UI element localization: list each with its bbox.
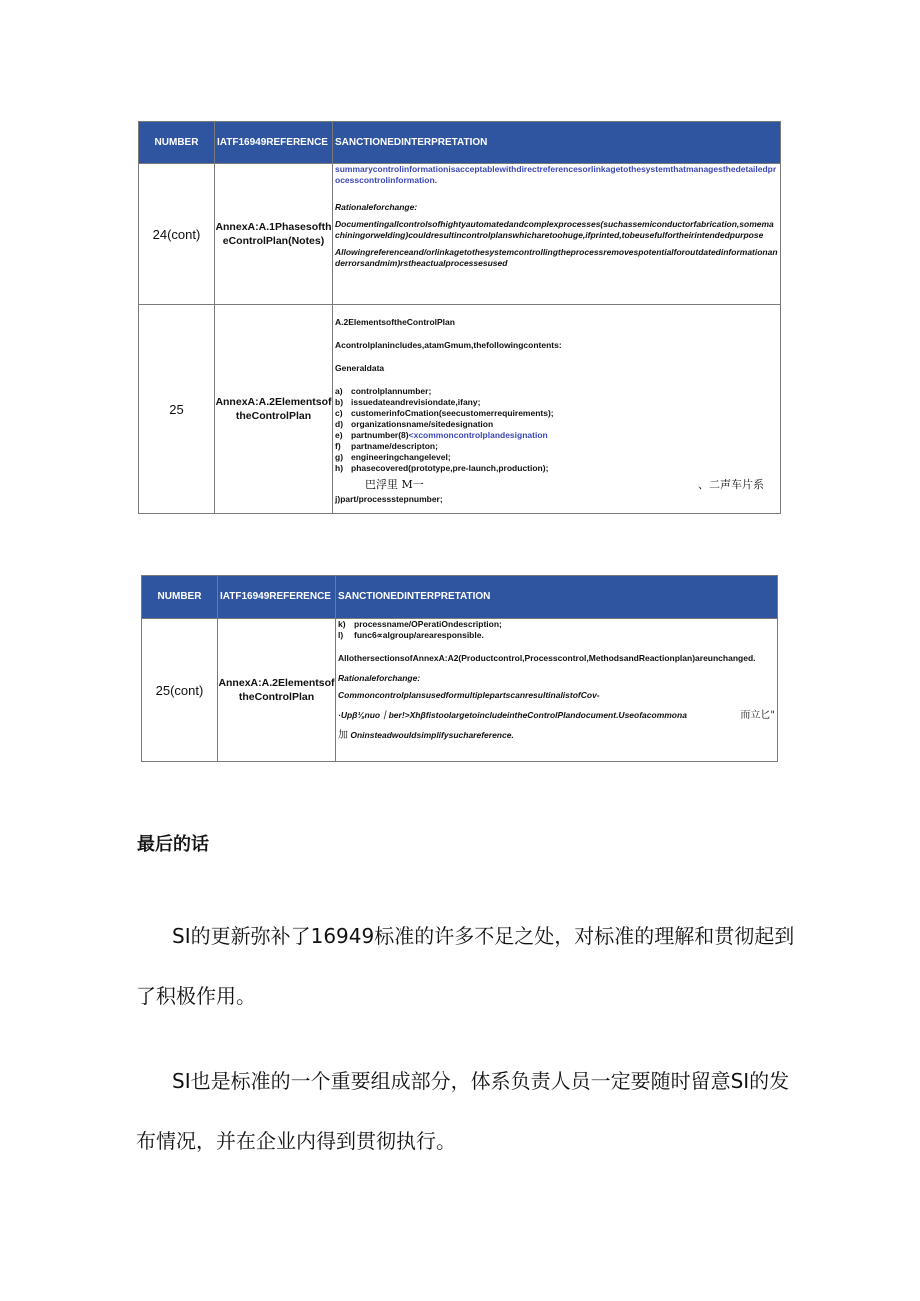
list-item: b) issuedateandrevisiondate,ifany; xyxy=(335,397,481,407)
rationale-text-1: Documentingallcontrolsofhightyautomatedandcomplexprocesses(suchassemiconductorfabrication,somemachiningorwelding)couldresultincontrolplanswhicharetoohuge,ifprinted,tobeusefulfortheirintendedpurpose xyxy=(335,219,774,240)
closing-paragraph-2: SI也是标准的一个重要组成部分，体系负责人员一定要随时留意SI的发布情况，并在企业内得到贯彻执行。 xyxy=(136,1069,790,1153)
header-interpretation: SANCTIONEDINTERPRETATION xyxy=(333,122,781,164)
closing-heading: 最后的话 xyxy=(137,834,209,855)
list-item: f) partname/descripton; xyxy=(335,441,438,451)
row-reference: AnnexA:A.2ElementsoftheControlPlan xyxy=(218,619,336,762)
list-item-last: j)part/processstepnumber; xyxy=(335,494,443,504)
section-intro: Acontrolplanincludes,atamGmum,thefollowingcontents: xyxy=(335,340,562,350)
table-row xyxy=(139,305,781,514)
row-interpretation xyxy=(336,619,778,762)
header-number: NUMBER xyxy=(142,576,218,619)
header-reference: IATF16949REFERENCE xyxy=(218,576,336,619)
header-number: NUMBER xyxy=(139,122,215,164)
row-number: 24(cont) xyxy=(139,164,215,305)
row-number: 25 xyxy=(139,305,215,514)
row-reference: AnnexA:A.2ElementsoftheControlPlan xyxy=(215,305,333,514)
list-item: c) customerinfoCmation(seecustomerrequirements); xyxy=(335,408,554,418)
rationale-text-2: Allowingreferenceand/orlinkagetothesystemcontrollingtheprocessremovespotentialforoutdatedinformationanderrorsandmim)rstheactualprocessesused xyxy=(335,247,778,268)
row-interpretation xyxy=(333,305,781,514)
list-item: l) func6∝algroup/arearesponsible. xyxy=(338,630,484,640)
header-reference: IATF16949REFERENCE xyxy=(215,122,333,164)
si-table-1 xyxy=(138,121,781,514)
interp-blue-text: summarycontrolinformationisacceptablewithdirectreferencesorlinkagetothesystemthatmanagesthedetailedprocesscontrolinformation. xyxy=(335,164,777,185)
rationale-text-1: CommoncontrolplansusedformultiplepartscanresultinalistofCov- xyxy=(338,690,600,700)
table-row xyxy=(142,619,778,762)
general-data-label: Generaldata xyxy=(335,363,385,373)
rationale-label: Rationaleforchange: xyxy=(338,673,421,683)
row-reference: AnnexA:A.1PhasesoftheControlPlan(Notes) xyxy=(215,164,333,305)
row-interpretation xyxy=(333,164,781,305)
row-number: 25(cont) xyxy=(142,619,218,762)
section-heading: A.2ElementsoftheControlPlan xyxy=(335,317,455,327)
rationale-label: Rationaleforchange: xyxy=(335,202,418,212)
table-row xyxy=(139,164,781,305)
rationale-text-3: 加 Oninsteadwouldsimplifysuchareference. xyxy=(338,730,514,741)
header-interpretation: SANCTIONEDINTERPRETATION xyxy=(336,576,778,619)
list-item: h) phasecovered(prototype,pre-launch,production); xyxy=(335,463,549,473)
list-item: a) controlplannumber; xyxy=(335,386,432,396)
closing-paragraph-1: SI的更新弥补了16949标准的许多不足之处，对标准的理解和贯彻起到了积极作用。 xyxy=(136,924,795,1008)
rationale-text-2: ·Upβ⅛nuo｜ber!>XhβfistoolargetoincludeintheControlPlandocument.Useofacommona 而立匕" xyxy=(338,710,775,721)
si-table-2 xyxy=(141,575,778,762)
ocr-artifact-line: 巴浮里 M一 、二声车片系 xyxy=(365,478,764,491)
list-item: e) partnumber(8) <xcommoncontrolplandesignation xyxy=(335,430,548,440)
other-sections-note: AllothersectionsofAnnexA:A2(Productcontrol,Processcontrol,MethodsandReactionplan)areunchanged. xyxy=(338,653,756,663)
list-item: d) organizationsname/sitedesignation xyxy=(335,419,494,429)
list-item: k) processname/OPeratiOndescription; xyxy=(338,619,502,629)
list-item: g) engineeringchangelevel; xyxy=(335,452,451,462)
